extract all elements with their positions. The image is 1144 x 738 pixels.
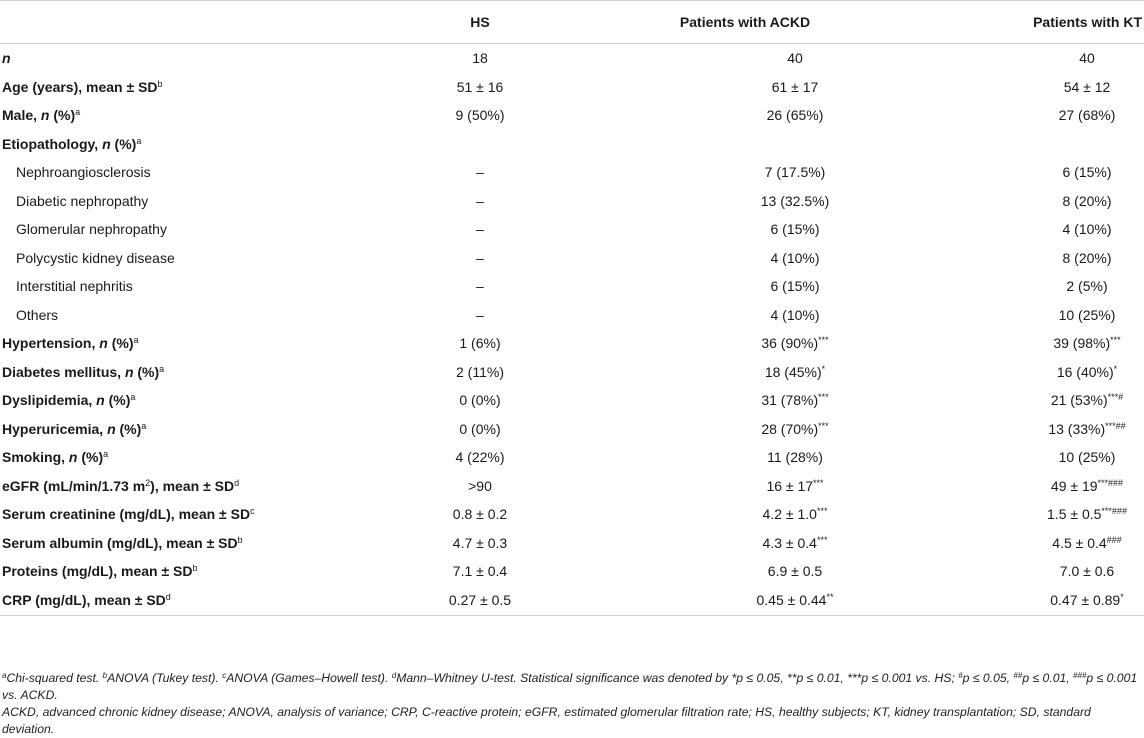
cell-value: 28 (70%) bbox=[761, 420, 819, 437]
cell-kt bbox=[890, 443, 1144, 472]
significance-marker: ***## bbox=[1105, 420, 1126, 431]
cell-hs: >90 bbox=[468, 477, 492, 494]
row-label-footnote-marker: c bbox=[250, 506, 255, 517]
row-label-text: Glomerular nephropathy bbox=[16, 221, 167, 238]
row-label-footnote-marker: b bbox=[237, 534, 243, 545]
cell-value: 6 (15%) bbox=[770, 278, 820, 295]
cell-ackd bbox=[600, 272, 890, 301]
row-label-italic: n bbox=[107, 420, 116, 437]
cell-value: 6.9 ± 0.5 bbox=[767, 563, 823, 580]
significance-marker: * bbox=[1120, 592, 1124, 602]
footnote-text: p ≤ 0.05, bbox=[962, 671, 1014, 685]
row-label-text: (%) bbox=[49, 107, 76, 124]
cell-value: 11 (28%) bbox=[767, 449, 823, 466]
footnote-text: Chi-squared test. bbox=[6, 671, 103, 685]
cell-kt bbox=[890, 44, 1144, 73]
cell-value: 21 (53%) bbox=[1050, 392, 1108, 409]
cell-ackd bbox=[600, 586, 890, 616]
significance-marker: * bbox=[821, 363, 826, 374]
cell-value: 0.47 ± 0.89 bbox=[1050, 592, 1121, 608]
row-label-footnote-marker: a bbox=[136, 135, 142, 146]
row-label bbox=[0, 358, 360, 387]
cell-ackd bbox=[600, 215, 890, 244]
table-row bbox=[0, 415, 1144, 444]
table-row bbox=[0, 187, 1144, 216]
cell-value: 2 (5%) bbox=[1066, 278, 1108, 295]
row-label bbox=[0, 586, 360, 616]
cell-ackd bbox=[600, 443, 890, 472]
cell-kt bbox=[890, 101, 1144, 130]
cell-kt bbox=[890, 415, 1144, 444]
row-label-text: (%) bbox=[115, 420, 142, 437]
row-label-footnote-marker: b bbox=[192, 563, 198, 574]
footnote-text: Mann–Whitney U-test. Statistical significance was denoted by *p ≤ 0.05, **p ≤ 0.01, ***p ≤ 0.001 vs. HS; bbox=[396, 671, 959, 685]
cell-value: 4.5 ± 0.4 bbox=[1052, 534, 1107, 551]
row-label bbox=[0, 130, 360, 159]
significance-marker: *** bbox=[813, 477, 824, 488]
significance-marker: *** bbox=[818, 420, 829, 431]
cell-value: 7.0 ± 0.6 bbox=[1059, 563, 1115, 580]
row-label-footnote-marker: a bbox=[75, 107, 81, 118]
cell-value: 54 ± 12 bbox=[1063, 78, 1111, 95]
cell-hs: – bbox=[476, 306, 484, 323]
table-row bbox=[0, 358, 1144, 387]
cell-value: 1.5 ± 0.5 bbox=[1047, 506, 1102, 523]
cell-kt bbox=[890, 215, 1144, 244]
significance-marker: *** bbox=[816, 506, 828, 517]
row-label-text: n bbox=[2, 50, 11, 67]
row-label-footnote-marker: b bbox=[157, 78, 163, 89]
footnote-marker: c bbox=[222, 671, 227, 680]
cell-hs: – bbox=[476, 278, 484, 295]
row-label-text: Others bbox=[16, 306, 59, 323]
footnote-marker: b bbox=[102, 671, 108, 680]
significance-marker: ### bbox=[1106, 534, 1122, 545]
footnote-marker: ### bbox=[1073, 671, 1087, 680]
row-label-text: Hypertension, bbox=[2, 335, 100, 352]
cell-ackd bbox=[600, 158, 890, 187]
row-label-text: Proteins (mg/dL), mean ± SD bbox=[2, 563, 193, 580]
cell-ackd bbox=[600, 44, 890, 73]
significance-marker: *** bbox=[816, 534, 828, 545]
header-kt: Patients with KT bbox=[890, 1, 1144, 44]
significance-marker: ***### bbox=[1097, 477, 1124, 488]
cell-kt bbox=[890, 73, 1144, 102]
cell-value: 27 (68%) bbox=[1058, 107, 1116, 124]
cell-ackd bbox=[600, 386, 890, 415]
cell-ackd bbox=[600, 500, 890, 529]
cell-hs: 0.8 ± 0.2 bbox=[452, 506, 508, 523]
row-label-text: eGFR (mL/min/1.73 m bbox=[2, 477, 146, 494]
row-label bbox=[0, 244, 360, 273]
row-label-italic: n bbox=[96, 392, 105, 409]
row-label-text: Etiopathology, bbox=[2, 135, 103, 152]
footnote-tests bbox=[2, 670, 1140, 704]
row-label-text: (%) bbox=[110, 135, 137, 152]
cell-hs: 2 (11%) bbox=[456, 363, 504, 380]
row-label bbox=[0, 415, 360, 444]
cell-hs: 9 (50%) bbox=[455, 107, 505, 124]
cell-kt bbox=[890, 301, 1144, 330]
cell-ackd bbox=[600, 187, 890, 216]
row-label-footnote-marker: a bbox=[133, 335, 139, 346]
cell-value: 8 (20%) bbox=[1062, 192, 1112, 209]
row-label-text: Serum creatinine (mg/dL), mean ± SD bbox=[2, 506, 251, 523]
significance-marker: *** bbox=[818, 335, 829, 346]
significance-marker: * bbox=[1113, 363, 1118, 374]
cell-value: 8 (20%) bbox=[1062, 249, 1112, 266]
cell-value: 49 ± 19 bbox=[1050, 477, 1098, 494]
row-label-text: Serum albumin (mg/dL), mean ± SD bbox=[2, 534, 238, 551]
row-label-footnote-marker: a bbox=[130, 392, 136, 403]
cell-value: 26 (65%) bbox=[766, 107, 824, 124]
cell-ackd bbox=[600, 301, 890, 330]
cell-ackd bbox=[600, 130, 890, 159]
cell-kt bbox=[890, 244, 1144, 273]
row-label bbox=[0, 272, 360, 301]
table-row bbox=[0, 215, 1144, 244]
cell-value: 39 (98%) bbox=[1053, 335, 1111, 352]
footnote-text: p ≤ 0.001 vs. ACKD. bbox=[2, 671, 1138, 702]
row-label-text: Dyslipidemia, bbox=[2, 392, 97, 409]
row-label-text: (%) bbox=[107, 335, 134, 352]
cell-ackd bbox=[600, 358, 890, 387]
cell-value: 0.45 ± 0.44 bbox=[756, 592, 827, 608]
cell-hs: 18 bbox=[472, 50, 488, 67]
row-label bbox=[0, 329, 360, 358]
table-row bbox=[0, 386, 1144, 415]
cell-kt bbox=[890, 358, 1144, 387]
row-label bbox=[0, 472, 360, 501]
row-label bbox=[0, 158, 360, 187]
cell-value: 6 (15%) bbox=[770, 221, 820, 238]
cell-hs: – bbox=[476, 164, 484, 181]
cell-ackd bbox=[600, 329, 890, 358]
cell-value: 40 bbox=[787, 50, 803, 67]
cell-kt bbox=[890, 386, 1144, 415]
cell-value: 16 ± 17 bbox=[766, 477, 814, 494]
cell-kt bbox=[890, 272, 1144, 301]
significance-marker: *** bbox=[1110, 335, 1121, 346]
cell-hs: 0 (0%) bbox=[459, 392, 501, 409]
table-row bbox=[0, 329, 1144, 358]
table-row bbox=[0, 101, 1144, 130]
row-label bbox=[0, 529, 360, 558]
table-row bbox=[0, 130, 1144, 159]
table-row bbox=[0, 272, 1144, 301]
row-label-footnote-marker: a bbox=[103, 449, 109, 460]
cell-ackd bbox=[600, 557, 890, 586]
row-label-italic: n bbox=[102, 135, 111, 152]
row-label bbox=[0, 557, 360, 586]
table-header-row bbox=[0, 1, 1144, 44]
cell-value: 16 (40%) bbox=[1056, 363, 1114, 380]
row-label-text: (%) bbox=[104, 392, 131, 409]
cell-ackd bbox=[600, 415, 890, 444]
row-label-text: (%) bbox=[77, 449, 104, 466]
cell-value: 7 (17.5%) bbox=[764, 164, 826, 181]
cell-kt bbox=[890, 557, 1144, 586]
footnote-marker: # bbox=[958, 671, 963, 680]
row-label-text: Polycystic kidney disease bbox=[16, 249, 175, 266]
row-label bbox=[0, 44, 360, 73]
significance-marker: ***# bbox=[1107, 392, 1124, 403]
cell-value: 4 (10%) bbox=[770, 306, 820, 323]
cell-hs: 4 (22%) bbox=[455, 449, 505, 466]
footnote-marker: ## bbox=[1013, 671, 1023, 680]
table-row bbox=[0, 557, 1144, 586]
cell-value: 13 (33%) bbox=[1048, 420, 1106, 437]
cell-kt bbox=[890, 158, 1144, 187]
footnote-text: ANOVA (Games–Howell test). bbox=[226, 671, 392, 685]
cell-hs: 0.27 ± 0.5 bbox=[360, 586, 600, 616]
row-label-text: Age (years), mean ± SD bbox=[2, 78, 158, 95]
cell-hs: – bbox=[476, 192, 484, 209]
cell-kt bbox=[890, 329, 1144, 358]
table-row bbox=[0, 73, 1144, 102]
table-row bbox=[0, 301, 1144, 330]
table-row bbox=[0, 529, 1144, 558]
cell-value: 40 bbox=[1079, 50, 1095, 67]
significance-marker: ***### bbox=[1101, 506, 1127, 517]
row-label-superscript: 2 bbox=[145, 477, 151, 488]
footnote-text: ANOVA (Tukey test). bbox=[107, 671, 223, 685]
cell-kt bbox=[890, 472, 1144, 501]
row-label-text: Diabetic nephropathy bbox=[16, 192, 149, 209]
footnote-text: p ≤ 0.01, bbox=[1022, 671, 1074, 685]
cell-value: 36 (90%) bbox=[761, 335, 819, 352]
cell-ackd bbox=[600, 529, 890, 558]
cell-value: 6 (15%) bbox=[1062, 164, 1112, 181]
row-label bbox=[0, 187, 360, 216]
row-label bbox=[0, 500, 360, 529]
cell-kt bbox=[890, 529, 1144, 558]
table-row bbox=[0, 244, 1144, 273]
table-row bbox=[0, 158, 1144, 187]
cell-hs: – bbox=[476, 221, 484, 238]
row-label-italic: n bbox=[124, 363, 134, 380]
cell-value: 18 (45%) bbox=[764, 363, 822, 380]
row-label bbox=[0, 386, 360, 415]
row-label-text: Diabetes mellitus, bbox=[2, 363, 125, 380]
row-label bbox=[0, 301, 360, 330]
cell-hs: 7.1 ± 0.4 bbox=[452, 563, 508, 580]
cell-value: 4.3 ± 0.4 bbox=[762, 534, 817, 551]
table-row bbox=[0, 500, 1144, 529]
significance-marker: ** bbox=[826, 592, 834, 602]
row-label-text: Male, bbox=[2, 107, 41, 124]
cell-value: 10 (25%) bbox=[1058, 449, 1116, 466]
footnote-marker: a bbox=[2, 671, 7, 680]
cell-hs: 4.7 ± 0.3 bbox=[452, 534, 508, 551]
cell-kt bbox=[890, 130, 1144, 159]
table-row bbox=[0, 44, 1144, 73]
table-row bbox=[0, 443, 1144, 472]
cell-hs: – bbox=[476, 249, 484, 266]
row-label-text: Smoking, bbox=[2, 449, 69, 466]
header-ackd: Patients with ACKD bbox=[600, 1, 890, 44]
cell-hs: 0 (0%) bbox=[459, 420, 501, 437]
row-label bbox=[0, 215, 360, 244]
table-row bbox=[0, 586, 1144, 616]
cell-ackd bbox=[600, 73, 890, 102]
cell-value: 4.2 ± 1.0 bbox=[762, 506, 817, 523]
cell-value: 10 (25%) bbox=[1058, 306, 1116, 323]
row-label-text: Interstitial nephritis bbox=[16, 278, 133, 295]
row-label-italic: n bbox=[40, 107, 50, 124]
table-row bbox=[0, 472, 1144, 501]
cell-ackd bbox=[600, 101, 890, 130]
table-footnotes bbox=[2, 670, 1140, 738]
table-body bbox=[0, 44, 1144, 616]
cell-kt bbox=[890, 586, 1144, 616]
row-label-footnote-marker: d bbox=[165, 592, 171, 602]
row-label-footnote-marker: a bbox=[141, 420, 147, 431]
cell-value: 4 (10%) bbox=[770, 249, 820, 266]
cell-ackd bbox=[600, 472, 890, 501]
cell-kt bbox=[890, 187, 1144, 216]
header-label-column bbox=[0, 1, 360, 44]
row-label-text: Hyperuricemia, bbox=[2, 420, 108, 437]
row-label-italic: n bbox=[99, 335, 108, 352]
cell-value: 4 (10%) bbox=[1062, 221, 1112, 238]
row-label bbox=[0, 101, 360, 130]
footnote-marker: d bbox=[391, 671, 397, 680]
cell-kt bbox=[890, 500, 1144, 529]
cell-hs: 51 ± 16 bbox=[456, 78, 504, 95]
header-hs: HS bbox=[360, 1, 600, 44]
row-label-text: CRP (mg/dL), mean ± SD bbox=[2, 592, 166, 608]
row-label-footnote-marker: d bbox=[234, 477, 240, 488]
row-label-text: ), mean ± SD bbox=[150, 477, 235, 494]
cell-value: 31 (78%) bbox=[761, 392, 819, 409]
cell-value: 13 (32.5%) bbox=[760, 192, 830, 209]
cell-value: 61 ± 17 bbox=[771, 78, 819, 95]
significance-marker: *** bbox=[818, 392, 829, 403]
row-label-italic: n bbox=[68, 449, 78, 466]
row-label-text: Nephroangiosclerosis bbox=[16, 164, 151, 181]
footnote-abbreviations: ACKD, advanced chronic kidney disease; ANOVA, analysis of variance; CRP, C-reactive protein; eGFR, estimated glomerular filtration rate; HS, healthy subjects; KT, kidney transplantation; SD, standard deviation. bbox=[2, 705, 1091, 736]
cell-ackd bbox=[600, 244, 890, 273]
cell-hs bbox=[360, 130, 600, 159]
row-label-text: (%) bbox=[133, 363, 160, 380]
cell-hs: 1 (6%) bbox=[459, 335, 501, 352]
row-label-footnote-marker: a bbox=[159, 363, 165, 374]
row-label bbox=[0, 443, 360, 472]
row-label bbox=[0, 73, 360, 102]
